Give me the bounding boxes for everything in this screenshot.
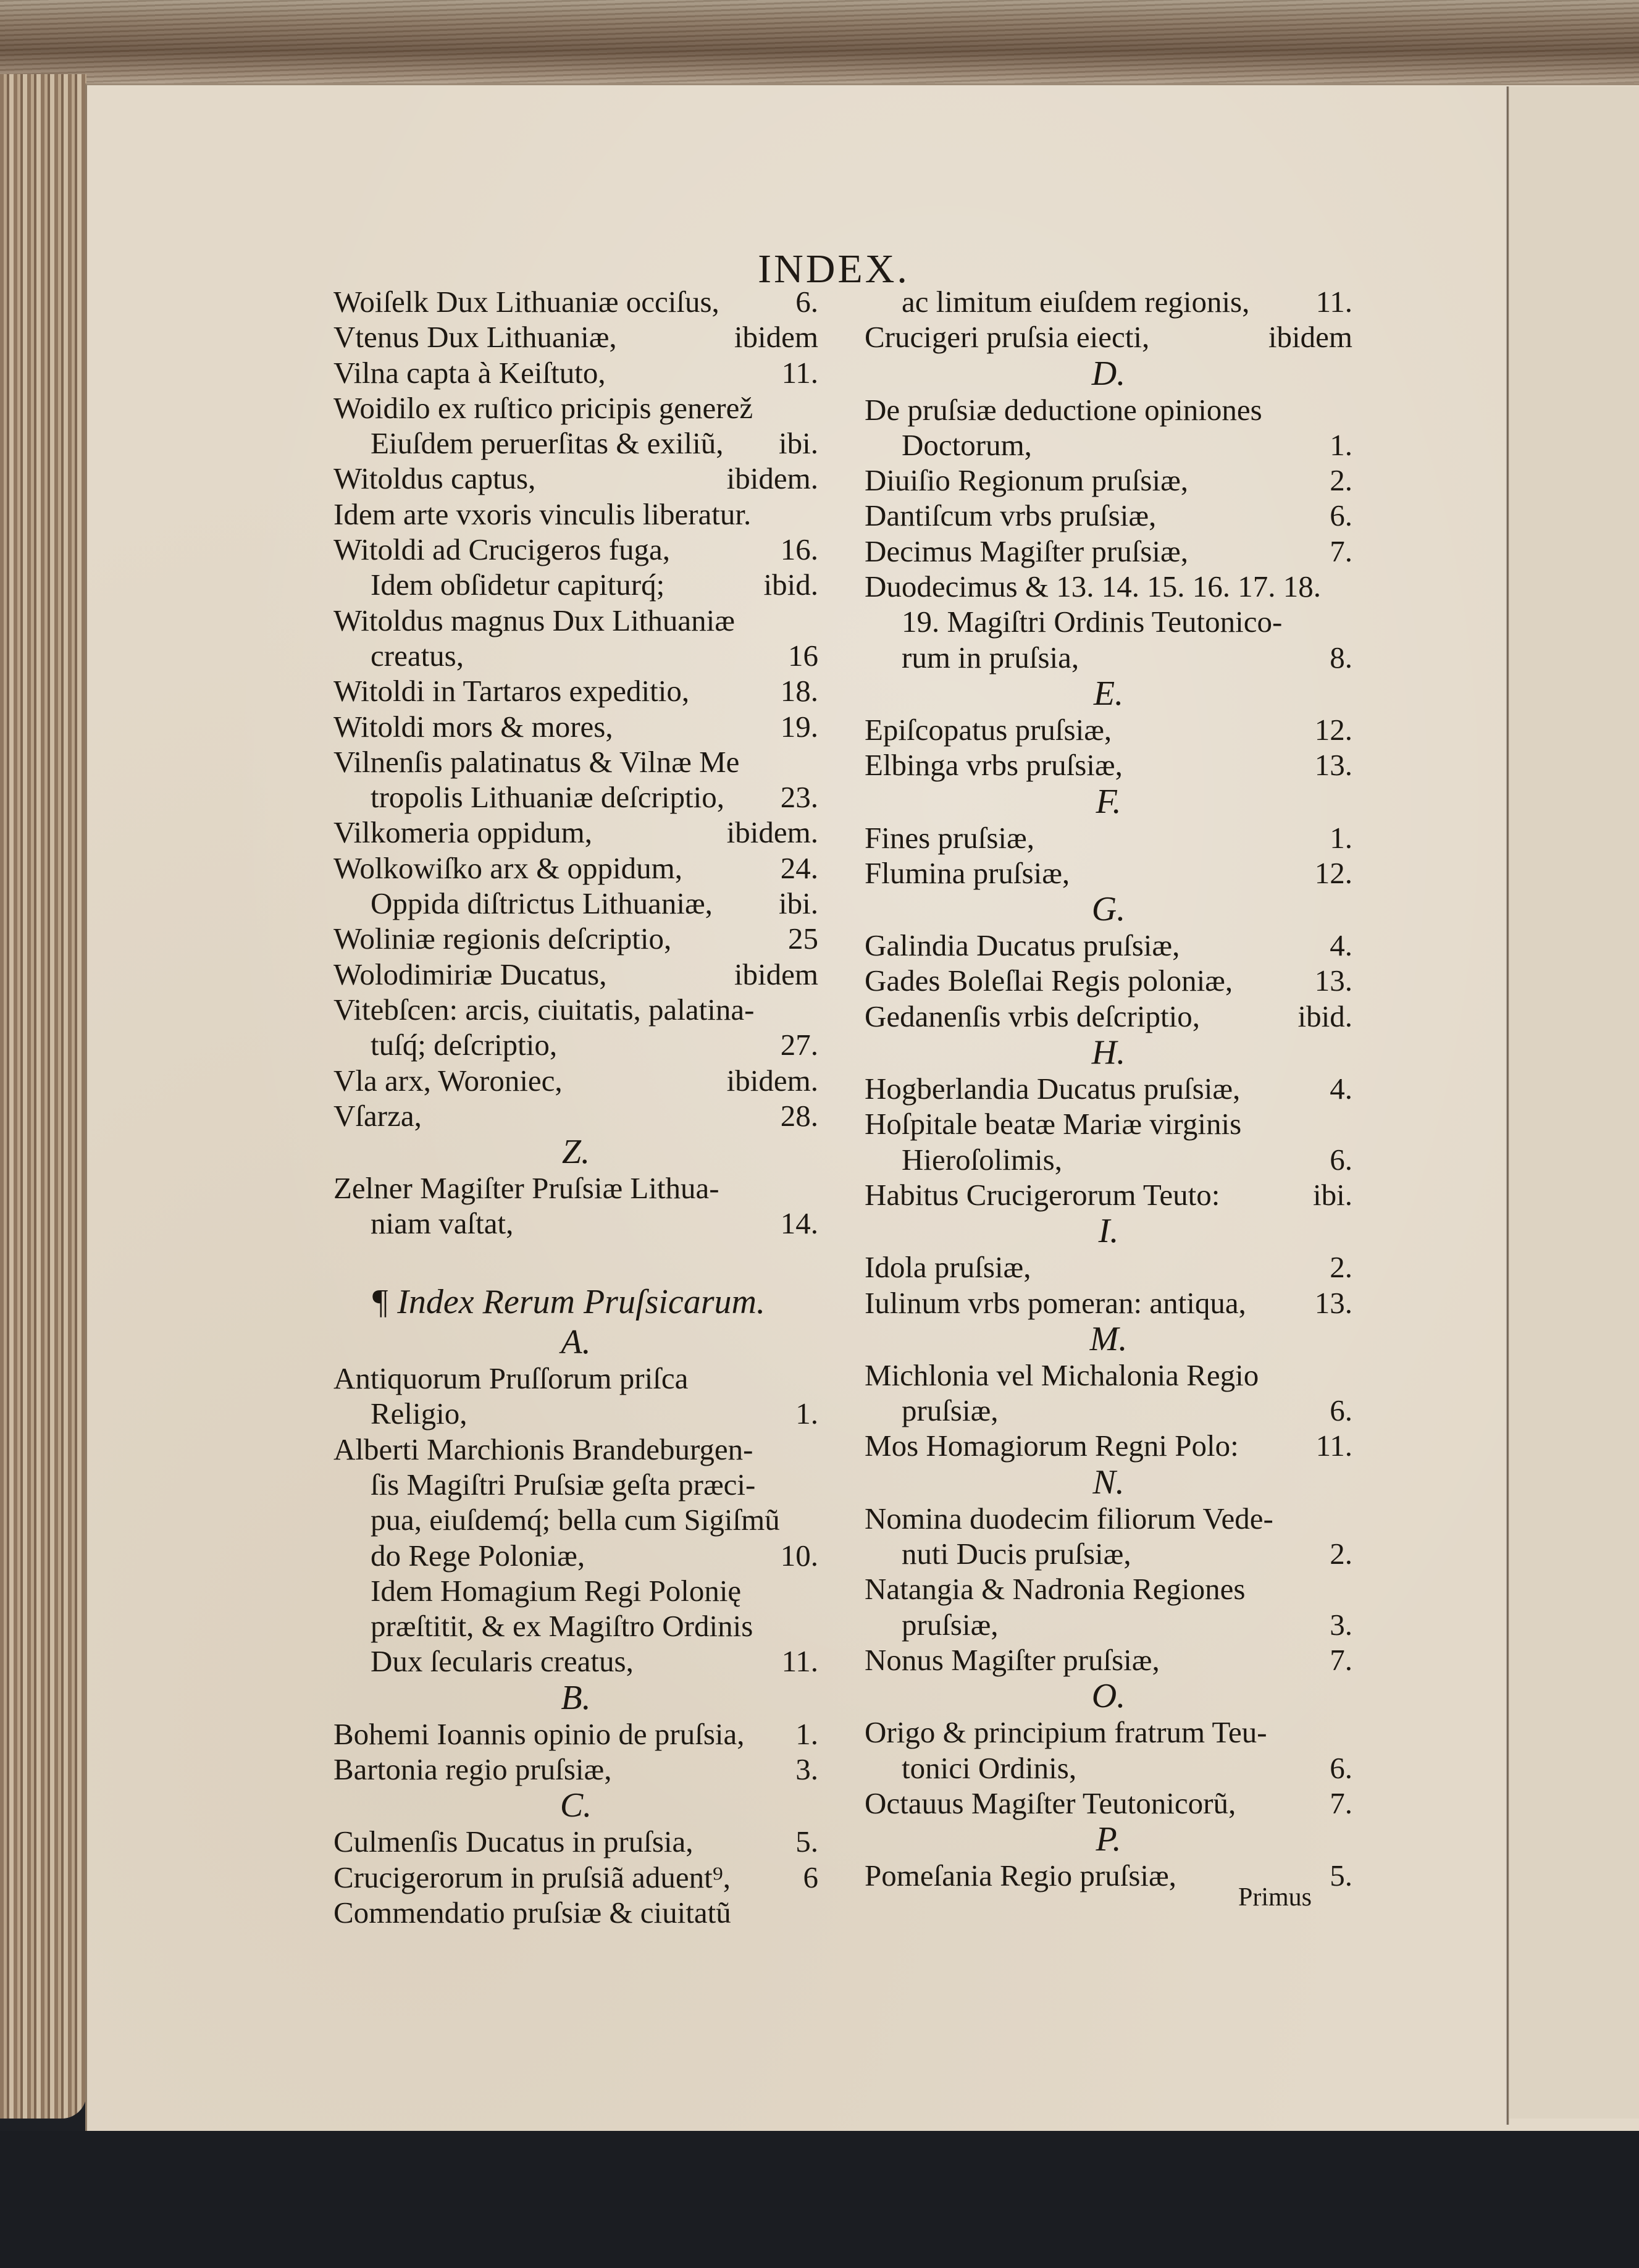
entry-text: Decimus Magiſter pruſsiæ, [865, 534, 1188, 568]
page-reference: 6. [795, 285, 818, 319]
entry-line [865, 747, 1352, 783]
section-letter: E. [1093, 674, 1124, 713]
index-entry [333, 886, 818, 921]
index-entry [333, 461, 818, 496]
entry-line [865, 1358, 1352, 1393]
entry-text: Dux ſecularis creatus, [371, 1644, 634, 1679]
entry-line [865, 604, 1352, 639]
page-gutter [1506, 86, 1509, 2125]
index-column-left [333, 284, 818, 1930]
entry-line [865, 963, 1352, 998]
entry-text: Origo & principium fratrum Teu- [865, 1715, 1267, 1750]
index-entry [865, 820, 1352, 855]
entry-line [333, 1098, 818, 1133]
entry-line [333, 567, 818, 602]
index-entry [333, 319, 818, 355]
entry-line [865, 999, 1352, 1034]
entry-line [865, 928, 1352, 963]
page-reference: 16 [788, 638, 818, 673]
index-entry [865, 712, 1352, 747]
page-reference: 4. [1330, 928, 1352, 963]
running-head: INDEX. [758, 246, 910, 292]
page-reference: 28. [780, 1098, 818, 1133]
entry-line [865, 1571, 1352, 1606]
entry-line [333, 461, 818, 496]
entry-line [333, 1860, 818, 1895]
entry-text: Witoldus captus, [333, 461, 536, 496]
entry-text: Woiſelk Dux Lithuaniæ occiſus, [333, 285, 719, 319]
entry-line [333, 709, 818, 744]
page-reference: 13. [1314, 964, 1352, 998]
index-entry [865, 1571, 1352, 1642]
index-column-right [865, 284, 1352, 1893]
index-entry [333, 532, 818, 567]
entry-text: Vilkomeria oppidum, [333, 815, 592, 850]
section-letter: H. [1091, 1033, 1126, 1072]
entry-text: Gedanenſis vrbis deſcriptio, [865, 999, 1200, 1033]
page-reference: 11. [781, 355, 818, 390]
page-reference: 12. [1314, 855, 1352, 890]
catchword: Primus [1238, 1883, 1312, 1912]
entry-line [865, 1142, 1352, 1177]
page-reference: 8. [1330, 640, 1352, 674]
entry-line [865, 1750, 1352, 1786]
entry-text: nuti Ducis pruſsiæ, [902, 1537, 1131, 1571]
entry-line [333, 390, 818, 426]
entry-line [865, 855, 1352, 891]
entry-line [333, 886, 818, 921]
page [85, 83, 1639, 2136]
index-entry [333, 1895, 818, 1930]
page-reference: 7. [1330, 1642, 1352, 1677]
index-entry [333, 815, 818, 850]
entry-text: tuſq́; deſcriptio, [371, 1028, 558, 1062]
entry-line [865, 427, 1352, 463]
index-entry [865, 928, 1352, 963]
entry-line [333, 1895, 818, 1930]
entry-line [865, 534, 1352, 569]
entry-line [865, 712, 1352, 747]
entry-line [333, 1716, 818, 1752]
entry-line [333, 1170, 818, 1206]
index-entry [333, 1824, 818, 1859]
page-reference: 11. [781, 1644, 818, 1679]
entry-line [865, 569, 1352, 604]
section-letter: Z. [561, 1133, 590, 1172]
entry-text: Idola pruſsiæ, [865, 1250, 1031, 1285]
entry-line [865, 1177, 1352, 1212]
entry-line [865, 1393, 1352, 1428]
entry-text: Hieroſolimis, [902, 1142, 1062, 1177]
entry-line [333, 850, 818, 886]
index-entry [333, 497, 818, 532]
index-entry [865, 569, 1352, 675]
entry-text: Flumina pruſsiæ, [865, 855, 1070, 890]
entry-text: niam vaſtat, [371, 1206, 514, 1241]
page-reference: 23. [780, 780, 818, 815]
entry-line [333, 1538, 818, 1573]
index-entry [333, 284, 818, 319]
book-top-edge [0, 0, 1639, 93]
index-entry [333, 1752, 818, 1787]
page-reference: 5. [795, 1825, 818, 1859]
entry-text: Dantiſcum vrbs pruſsiæ, [865, 498, 1157, 533]
entry-line [865, 1715, 1352, 1750]
entry-line [333, 1644, 818, 1679]
entry-text: Eiuſdem peruerſitas & exiliũ, [371, 426, 724, 461]
page-reference: 14. [780, 1206, 818, 1241]
entry-line [333, 355, 818, 390]
section-letter: G. [1091, 890, 1126, 929]
entry-line [333, 1467, 818, 1502]
index-entry [333, 1860, 818, 1895]
index-entry [865, 1071, 1352, 1106]
index-entry [333, 850, 818, 886]
entry-text: Crucigerorum in pruſsiã aduent⁹, [333, 1860, 731, 1894]
page-reference: ibid. [1297, 999, 1352, 1033]
entry-text: Bohemi Ioannis opinio de pruſsia, [333, 1716, 745, 1751]
entry-text: Natangia & Nadronia Regiones [865, 1572, 1246, 1606]
entry-text: Vilnenſis palatinatus & Vilnæ Me [333, 744, 740, 779]
entry-line [865, 820, 1352, 855]
page-reference: 2. [1330, 1250, 1352, 1285]
entry-line [865, 1250, 1352, 1285]
index-entry [333, 1716, 818, 1752]
entry-text: Duodecimus & 13. 14. 15. 16. 17. 18. [865, 569, 1322, 604]
page-reference: ibidem [734, 320, 818, 355]
index-entry [333, 921, 818, 956]
page-reference: 13. [1314, 748, 1352, 783]
index-entry [865, 319, 1352, 355]
entry-text: rum in pruſsia, [902, 640, 1079, 674]
page-reference: 3. [1330, 1607, 1352, 1642]
entry-text: Vſarza, [333, 1098, 422, 1133]
index-entry [865, 1177, 1352, 1212]
index-entry [865, 855, 1352, 891]
entry-text: De pruſsiæ deductione opiniones [865, 392, 1262, 427]
entry-text: Vtenus Dux Lithuaniæ, [333, 320, 617, 355]
page-reference: 27. [780, 1028, 818, 1062]
entry-text: creatus, [371, 638, 464, 673]
entry-text: Doctorum, [902, 427, 1032, 462]
index-entry [333, 603, 818, 674]
page-reference: 1. [1330, 820, 1352, 855]
section-letter: N. [1092, 1463, 1125, 1502]
entry-text: Wolodimiriæ Ducatus, [333, 957, 607, 991]
page-reference: 6. [1330, 1393, 1352, 1428]
index-entry [333, 426, 818, 461]
entry-text: Epiſcopatus pruſsiæ, [865, 712, 1112, 747]
index-entry [865, 463, 1352, 498]
entry-text: Mos Homagiorum Regni Polo: [865, 1429, 1239, 1463]
index-entry [333, 1573, 818, 1679]
page-reference: ibi. [779, 426, 818, 461]
entry-line [865, 1106, 1352, 1141]
entry-line [333, 957, 818, 992]
index-entry [865, 284, 1352, 319]
page-reference: 25 [788, 922, 818, 956]
entry-line [333, 1573, 818, 1608]
entry-line [865, 498, 1352, 533]
page-reference: 1. [1330, 427, 1352, 462]
entry-line [865, 1285, 1352, 1321]
entry-text: Vilna capta à Keiſtuto, [333, 355, 606, 390]
section-letter: B. [561, 1678, 591, 1717]
entry-text: Religio, [371, 1396, 467, 1431]
entry-text: præſtitit, & ex Magiſtro Ordinis [371, 1609, 753, 1644]
entry-line [865, 1786, 1352, 1821]
entry-text: Gades Boleſlai Regis poloniæ, [865, 964, 1233, 998]
entry-text: Wolkowiſko arx & oppidum, [333, 850, 682, 885]
page-reference: 5. [1330, 1858, 1352, 1893]
page-reference: 10. [780, 1538, 818, 1573]
entry-text: Vitebſcen: arcis, ciuitatis, palatina- [333, 992, 755, 1027]
entry-line [865, 1428, 1352, 1463]
section-letter: I. [1098, 1212, 1119, 1251]
entry-line [333, 603, 818, 638]
entry-text: Alberti Marchionis Brandeburgen- [333, 1432, 753, 1466]
entry-text: Idem obſidetur capiturq́; [371, 568, 665, 602]
index-entry [865, 534, 1352, 569]
page-reference: 7. [1330, 1786, 1352, 1820]
entry-text: Nomina duodecim filiorum Vede- [865, 1501, 1273, 1535]
section-letter: M. [1089, 1319, 1128, 1358]
page-reference: 7. [1330, 534, 1352, 568]
page-reference: 16. [780, 532, 818, 567]
section-letter: P. [1096, 1820, 1121, 1859]
entry-line [865, 319, 1352, 355]
entry-line [333, 426, 818, 461]
index-entry [865, 1501, 1352, 1572]
entry-text: Culmenſis Ducatus in pruſsia, [333, 1825, 694, 1859]
index-entry [333, 709, 818, 744]
page-reference: ibid. [763, 568, 818, 602]
index-entry [333, 957, 818, 992]
index-entry [865, 1428, 1352, 1463]
index-entry [865, 747, 1352, 783]
page-reference: ibidem. [726, 815, 818, 850]
entry-text: Oppida diſtrictus Lithuaniæ, [371, 886, 713, 921]
entry-text: Iulinum vrbs pomeran: antiqua, [865, 1285, 1246, 1320]
page-reference: 1. [795, 1396, 818, 1431]
page-reference: ibidem [1268, 320, 1352, 355]
entry-line [865, 284, 1352, 319]
entry-text: Fines pruſsiæ, [865, 820, 1034, 855]
entry-line [333, 1361, 818, 1396]
index-entry [333, 1170, 818, 1241]
entry-line [333, 744, 818, 779]
entry-line [865, 392, 1352, 427]
section-letter: A. [561, 1323, 591, 1362]
adjacent-leaf [1509, 86, 1639, 2119]
index-entry [865, 1358, 1352, 1429]
entry-line [333, 1063, 818, 1098]
entry-text: ſis Magiſtri Pruſsiæ geſta præci- [371, 1467, 756, 1502]
entry-text: Elbinga vrbs pruſsiæ, [865, 748, 1123, 783]
page-reference: 6 [803, 1860, 818, 1894]
entry-text: Antiquorum Pruſſorum priſca [333, 1361, 689, 1396]
index-entry [333, 567, 818, 602]
section-letter: C. [560, 1786, 592, 1825]
entry-text: ac limitum eiuſdem regionis, [902, 285, 1250, 319]
entry-line [333, 638, 818, 673]
page-reference: 6. [1330, 1750, 1352, 1785]
entry-line [865, 640, 1352, 675]
section-letter: O. [1091, 1677, 1126, 1716]
index-entry [865, 1106, 1352, 1177]
index-entry [865, 1715, 1352, 1786]
page-reference: 24. [780, 850, 818, 885]
index-entry [333, 992, 818, 1063]
entry-line [333, 1027, 818, 1062]
page-reference: ibidem [734, 957, 818, 991]
entry-text: Diuiſio Regionum pruſsiæ, [865, 463, 1189, 498]
page-reference: ibidem. [726, 1063, 818, 1098]
entry-line [333, 1396, 818, 1431]
page-reference: 12. [1314, 712, 1352, 747]
entry-line [333, 992, 818, 1027]
section-letter: D. [1091, 354, 1126, 393]
book-fore-edge [0, 74, 86, 2119]
entry-line [333, 284, 818, 319]
index-entry [865, 498, 1352, 533]
entry-text: Woidilo ex ruſtico pricipis generež [333, 390, 753, 425]
page-reference: 4. [1330, 1072, 1352, 1106]
entry-line [865, 463, 1352, 498]
entry-text: tropolis Lithuaniæ deſcriptio, [371, 780, 724, 815]
entry-text: Witoldi mors & mores, [333, 709, 613, 744]
page-reference: ibi. [779, 886, 818, 921]
entry-text: Hoſpitale beatæ Mariæ virginis [865, 1107, 1242, 1141]
index-entry [333, 390, 818, 426]
index-entry [865, 392, 1352, 463]
entry-text: Pomeſania Regio pruſsiæ, [865, 1858, 1176, 1893]
page-reference: ibi. [1313, 1177, 1352, 1212]
entry-line [333, 319, 818, 355]
background-surface [0, 2131, 1639, 2268]
entry-text: Bartonia regio pruſsiæ, [333, 1752, 612, 1786]
index-entry [333, 1432, 818, 1573]
index-entry [333, 1063, 818, 1098]
page-reference: 6. [1330, 1142, 1352, 1177]
page-reference: ibidem. [726, 461, 818, 496]
entry-text: 19. Magiſtri Ordinis Teutonico- [902, 605, 1283, 639]
entry-line [333, 1432, 818, 1467]
entry-line [865, 1642, 1352, 1678]
entry-text: Michlonia vel Michalonia Regio [865, 1358, 1259, 1392]
entry-text: Zelner Magiſter Pruſsiæ Lithua- [333, 1171, 719, 1206]
page-reference: 19. [780, 709, 818, 744]
entry-text: Witoldi ad Crucigeros fuga, [333, 532, 671, 567]
entry-text: Habitus Crucigerorum Teuto: [865, 1177, 1220, 1212]
section-letter: F. [1096, 782, 1121, 821]
entry-text: Witoldus magnus Dux Lithuaniæ [333, 603, 735, 637]
entry-text: Idem arte vxoris vinculis liberatur. [333, 497, 752, 531]
section-title: ¶ Index Rerum Pruſsicarum. [371, 1282, 765, 1321]
entry-text: Nonus Magiſter pruſsiæ, [865, 1642, 1160, 1677]
page-reference: 18. [780, 674, 818, 708]
index-entry [333, 1098, 818, 1133]
entry-line [333, 497, 818, 532]
index-entry [865, 999, 1352, 1034]
entry-text: do Rege Poloniæ, [371, 1538, 585, 1573]
page-reference: 2. [1330, 1537, 1352, 1571]
index-entry [333, 673, 818, 708]
page-reference: 11. [1315, 285, 1352, 319]
entry-line [333, 921, 818, 956]
index-entry [333, 355, 818, 390]
page-reference: 2. [1330, 463, 1352, 498]
index-entry [865, 963, 1352, 998]
entry-text: Crucigeri pruſsia eiecti, [865, 320, 1150, 355]
page-reference: 11. [1315, 1429, 1352, 1463]
entry-line [333, 1206, 818, 1241]
entry-line [333, 1824, 818, 1859]
entry-text: pruſsiæ, [902, 1393, 999, 1428]
index-entry [865, 1285, 1352, 1321]
entry-line [333, 815, 818, 850]
entry-line [333, 779, 818, 815]
entry-line [333, 1752, 818, 1787]
page-reference: 6. [1330, 498, 1352, 533]
page-reference: 13. [1314, 1285, 1352, 1320]
entry-text: Vla arx, Woroniec, [333, 1063, 563, 1098]
index-entry [865, 1250, 1352, 1285]
entry-text: pua, eiuſdemq́; bella cum Sigiſmũ [371, 1503, 780, 1537]
entry-line [865, 1607, 1352, 1642]
entry-text: Witoldi in Tartaros expeditio, [333, 674, 690, 708]
entry-line [865, 1536, 1352, 1571]
index-entry [865, 1786, 1352, 1821]
index-entry [333, 744, 818, 815]
entry-text: Idem Homagium Regi Polonię [371, 1573, 742, 1608]
entry-text: Woliniæ regionis deſcriptio, [333, 922, 672, 956]
entry-line [865, 1501, 1352, 1536]
index-entry [865, 1642, 1352, 1678]
entry-line [865, 1071, 1352, 1106]
entry-line [333, 673, 818, 708]
entry-text: pruſsiæ, [902, 1607, 999, 1642]
page-reference: 1. [795, 1716, 818, 1751]
entry-text: Galindia Ducatus pruſsiæ, [865, 928, 1180, 963]
entry-line [333, 1608, 818, 1644]
page-reference: 3. [795, 1752, 818, 1786]
entry-line [333, 532, 818, 567]
index-entry [333, 1361, 818, 1432]
entry-text: Octauus Magiſter Teutonicorũ, [865, 1786, 1236, 1820]
entry-text: Hogberlandia Ducatus pruſsiæ, [865, 1072, 1241, 1106]
entry-line [333, 1502, 818, 1537]
entry-text: tonici Ordinis, [902, 1750, 1077, 1785]
entry-text: Commendatio pruſsiæ & ciuitatũ [333, 1895, 731, 1930]
